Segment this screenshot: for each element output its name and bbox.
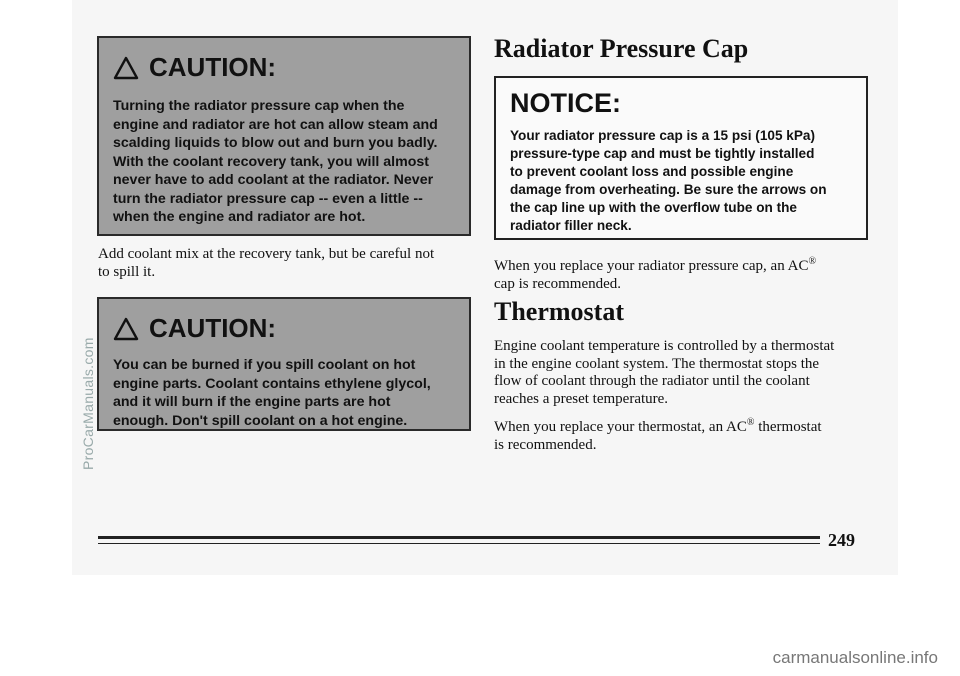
- thermostat-heading: Thermostat: [494, 297, 624, 326]
- add-coolant-paragraph: Add coolant mix at the recovery tank, but be careful not to spill it.: [98, 246, 435, 280]
- caution-text: You can be burned if you spill coolant on hot engine parts. Coolant contains ethylene glycol, and it will burn if the engine parts are hot enough. Don't spill coolant on a hot engine.: [113, 357, 431, 429]
- site-watermark: carmanualsonline.info: [772, 648, 938, 667]
- notice-text: Your radiator pressure cap is a 15 psi (105 kPa) pressure-type cap and must be tightly installed to prevent coolant loss and possible engine damage from overheating. Be sure the arrows on the cap line up with the overflow tube on the radiator filler neck.: [510, 128, 827, 233]
- thermostat-replacement-paragraph: When you replace your thermostat, an AC® thermostat is recommended.: [494, 417, 822, 453]
- notice-heading: NOTICE:: [510, 88, 621, 118]
- warning-triangle-icon: [113, 317, 139, 341]
- footer-rule: [98, 536, 820, 539]
- vertical-watermark: ProCarManuals.com: [80, 337, 96, 470]
- thermostat-paragraph: Engine coolant temperature is controlled by a thermostat in the engine coolant system. The thermostat stops the flow of coolant through the radiator until the coolant reaches a preset temperature.: [494, 338, 835, 407]
- page-number: 249: [828, 530, 855, 550]
- caution-text: Turning the radiator pressure cap when the engine and radiator are hot can allow steam and scalding liquids to blow out and burn you badly. With the coolant recovery tank, you will almost never have to add coolant at the radiator. Never turn the radiator pressure cap -- even a little -- when the engine and radiator are hot.: [113, 98, 438, 225]
- notice-box: [494, 76, 868, 240]
- footer-rule-thin: [98, 543, 820, 544]
- caution-heading: CAUTION:: [113, 52, 469, 83]
- radiator-pressure-cap-heading: Radiator Pressure Cap: [494, 34, 749, 63]
- caution-box-hot-radiator: [97, 36, 471, 236]
- caution-heading: CAUTION:: [113, 313, 469, 344]
- pressure-cap-replacement-paragraph: When you replace your radiator pressure cap, an AC® cap is recommended.: [494, 256, 817, 292]
- caution-box-spill-coolant: [97, 297, 471, 431]
- warning-triangle-icon: [113, 56, 139, 80]
